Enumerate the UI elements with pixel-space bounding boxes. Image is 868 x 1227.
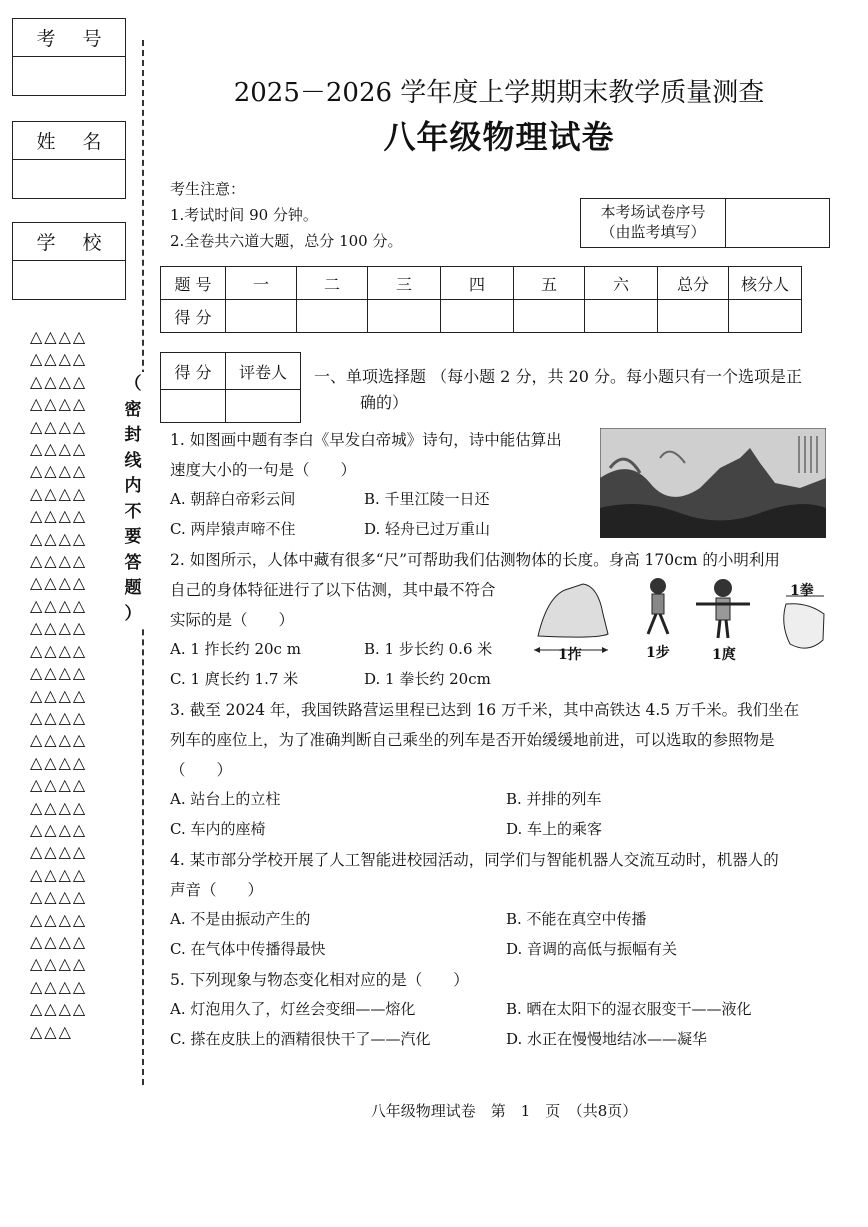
seal-char: 封 xyxy=(124,425,142,445)
score-cell[interactable] xyxy=(729,300,802,333)
triangle-row: △△△△ xyxy=(30,976,88,996)
triangle-row: △△△△ xyxy=(30,394,88,414)
grader-name-field[interactable] xyxy=(226,390,301,423)
notice-line-2: 2.全卷共六道大题，总分 100 分。 xyxy=(170,232,403,250)
triangle-row: △△△△ xyxy=(30,864,88,884)
seal-char: 题 xyxy=(124,578,142,598)
score-header-cell: 六 xyxy=(585,267,658,300)
fig-label-fist: 1拳 xyxy=(790,583,814,599)
q3-option-d[interactable]: D. 车上的乘客 xyxy=(506,820,603,838)
triangle-row: △△△△ xyxy=(30,931,88,951)
q3-line2: 列车的座位上，为了准确判断自己乘坐的列车是否开始缓缓地前进，可以选取的参照物是 xyxy=(170,731,775,749)
triangle-row: △△△△ xyxy=(30,349,88,369)
triangle-row: △△△△ xyxy=(30,461,88,481)
triangle-row: △△△△ xyxy=(30,506,88,526)
exam-number-label-a: 考 xyxy=(36,28,56,50)
score-table xyxy=(160,266,802,333)
score-cell[interactable] xyxy=(297,300,368,333)
q3-option-c[interactable]: C. 车内的座椅 xyxy=(170,820,266,838)
triangle-row: △△△△ xyxy=(30,819,88,839)
fig-label-armspan: 1庹 xyxy=(712,647,736,663)
candidate-notice xyxy=(170,176,402,254)
q1-option-c[interactable]: C. 两岸猿声啼不住 xyxy=(170,520,296,538)
q5-option-c[interactable]: C. 搽在皮肤上的酒精很快干了——汽化 xyxy=(170,1030,431,1048)
score-header-cell: 总分 xyxy=(658,267,729,300)
school-label-a: 学 xyxy=(36,232,56,254)
name-label-a: 姓 xyxy=(36,131,56,153)
q3-option-a[interactable]: A. 站台上的立柱 xyxy=(170,790,281,808)
triangle-row: △△△△ xyxy=(30,909,88,929)
q5-option-a[interactable]: A. 灯泡用久了，灯丝会变细——熔化 xyxy=(170,1000,416,1018)
exam-number-label-b: 号 xyxy=(82,28,102,50)
q3-line3: （ ） xyxy=(170,761,233,779)
score-header-cell: 核分人 xyxy=(729,267,802,300)
grader-score-field[interactable] xyxy=(161,390,226,423)
name-label-b: 名 xyxy=(82,131,102,153)
q1-option-b[interactable]: B. 千里江陵一日还 xyxy=(364,490,490,508)
triangle-row: △△△△ xyxy=(30,797,88,817)
serial-label xyxy=(581,199,726,247)
seal-char: 要 xyxy=(124,527,142,547)
score-table-score-row xyxy=(161,300,802,333)
page-footer: 八年级物理试卷 第 1 页 （共8页） xyxy=(370,1102,638,1120)
triangle-row: △△△△ xyxy=(30,439,88,459)
q4-line2: 声音（ ） xyxy=(170,881,264,899)
score-cell[interactable] xyxy=(441,300,514,333)
section1-heading-cont: 确的） xyxy=(360,393,409,412)
q5-line1: 5. 下列现象与物态变化相对应的是（ ） xyxy=(170,971,469,989)
grader-score-label: 得 分 xyxy=(161,353,226,390)
triangle-row: △△△△ xyxy=(30,528,88,548)
triangle-border xyxy=(30,326,110,1043)
triangle-row: △△△△ xyxy=(30,842,88,862)
triangle-row: △△△△ xyxy=(30,327,88,346)
q2-option-a[interactable]: A. 1 拃长约 20c m xyxy=(170,640,301,658)
triangle-row: △△△△ xyxy=(30,483,88,503)
fig-label-step: 1步 xyxy=(646,645,670,661)
triangle-row: △△△△ xyxy=(30,775,88,795)
seal-char: 答 xyxy=(124,552,142,573)
seal-char: ） xyxy=(124,603,142,624)
score-header-cell: 一 xyxy=(226,267,297,300)
triangle-row: △△△△ xyxy=(30,954,88,974)
triangle-row: △△△△ xyxy=(30,551,88,571)
score-header-cell: 题 号 xyxy=(161,267,226,300)
triangle-row: △△△△ xyxy=(30,618,88,638)
seal-char: 线 xyxy=(124,450,142,471)
grader-label: 评卷人 xyxy=(226,353,301,390)
q2-line2: 自己的身体特征进行了以下估测，其中最不符合 xyxy=(170,581,496,599)
seal-char: 不 xyxy=(124,501,142,522)
score-table-header-row xyxy=(161,267,802,300)
q2-body-measure-figure xyxy=(528,574,828,670)
q4-option-b[interactable]: B. 不能在真空中传播 xyxy=(506,910,647,928)
score-row-label: 得 分 xyxy=(161,300,226,333)
notice-heading: 考生注意： xyxy=(170,180,246,198)
exam-subtitle: 八年级物理试卷 xyxy=(383,118,615,156)
name-field[interactable] xyxy=(13,160,125,198)
triangle-row: △△△△ xyxy=(30,371,88,391)
q1-option-a[interactable]: A. 朝辞白帝彩云间 xyxy=(170,490,296,508)
q1-option-d[interactable]: D. 轻舟已过万重山 xyxy=(364,520,491,538)
q3-option-b[interactable]: B. 并排的列车 xyxy=(506,790,602,808)
triangle-row: △△△△ xyxy=(30,663,88,683)
triangle-row: △△△△ xyxy=(30,573,88,593)
q4-option-c[interactable]: C. 在气体中传播得最快 xyxy=(170,940,326,958)
fig-label-span: 1拃 xyxy=(558,647,582,663)
q2-option-c[interactable]: C. 1 庹长约 1.7 米 xyxy=(170,670,299,688)
triangle-row: △△△△ xyxy=(30,416,88,436)
seal-char: （ xyxy=(124,374,142,394)
serial-label-line2: （由监考填写） xyxy=(600,223,706,241)
q1-line1: 1. 如图画中题有李白《早发白帝城》诗句，诗中能估算出 xyxy=(170,431,562,449)
triangle-row: △△△△ xyxy=(30,595,88,615)
triangle-row: △△△△ xyxy=(30,640,88,660)
q2-option-b[interactable]: B. 1 步长约 0.6 米 xyxy=(364,640,493,658)
serial-label-line1: 本考场试卷序号 xyxy=(600,203,706,221)
q4-option-d[interactable]: D. 音调的高低与振幅有关 xyxy=(506,940,678,958)
seal-text xyxy=(122,372,144,627)
seal-char: 密 xyxy=(124,399,142,420)
q2-line3: 实际的是（ ） xyxy=(170,611,295,629)
triangle-row: △△△△ xyxy=(30,752,88,772)
q3-line1: 3. 截至 2024 年，我国铁路营运里程已达到 16 万千米，其中高铁达 4.5 万千米。我们坐在 xyxy=(170,701,800,719)
score-header-cell: 三 xyxy=(368,267,441,300)
triangle-row: △△△ xyxy=(30,1021,73,1041)
serial-number-field[interactable] xyxy=(726,199,829,247)
section1-heading: 一、单项选择题 （每小题 2 分，共 20 分。每小题只有一个选项是正 xyxy=(314,367,802,386)
school-box xyxy=(12,222,126,300)
triangle-row: △△△△ xyxy=(30,999,88,1019)
notice-line-1: 1.考试时间 90 分钟。 xyxy=(170,206,318,224)
triangle-row: △△△△ xyxy=(30,730,88,750)
exam-title: 2025－2026 学年度上学期期末教学质量测查 xyxy=(233,78,765,108)
score-cell[interactable] xyxy=(585,300,658,333)
q1-line2: 速度大小的一句是（ ） xyxy=(170,461,357,479)
grader-table xyxy=(160,352,301,423)
q5-option-d[interactable]: D. 水正在慢慢地结冰——凝华 xyxy=(506,1030,708,1048)
q4-option-a[interactable]: A. 不是由振动产生的 xyxy=(170,910,311,928)
score-cell[interactable] xyxy=(368,300,441,333)
score-cell[interactable] xyxy=(226,300,297,333)
score-header-cell: 五 xyxy=(514,267,585,300)
score-header-cell: 四 xyxy=(441,267,514,300)
score-header-cell: 二 xyxy=(297,267,368,300)
school-label-b: 校 xyxy=(82,232,102,254)
q1-painting-image xyxy=(600,428,826,542)
triangle-row: △△△△ xyxy=(30,707,88,727)
seal-char: 内 xyxy=(124,476,142,496)
q2-option-d[interactable]: D. 1 拳长约 20cm xyxy=(364,670,491,688)
triangle-row: △△△△ xyxy=(30,685,88,705)
q2-line1: 2. 如图所示，人体中藏有很多“尺”可帮助我们估测物体的长度。身高 170cm 的小明利用 xyxy=(170,551,780,569)
q5-option-b[interactable]: B. 晒在太阳下的湿衣服变干——液化 xyxy=(506,1000,752,1018)
triangle-row: △△△△ xyxy=(30,887,88,907)
score-cell[interactable] xyxy=(514,300,585,333)
school-field[interactable] xyxy=(13,261,125,299)
score-cell[interactable] xyxy=(658,300,729,333)
q4-line1: 4. 某市部分学校开展了人工智能进校园活动，同学们与智能机器人交流互动时，机器人的 xyxy=(170,851,779,869)
serial-number-box xyxy=(580,198,830,248)
